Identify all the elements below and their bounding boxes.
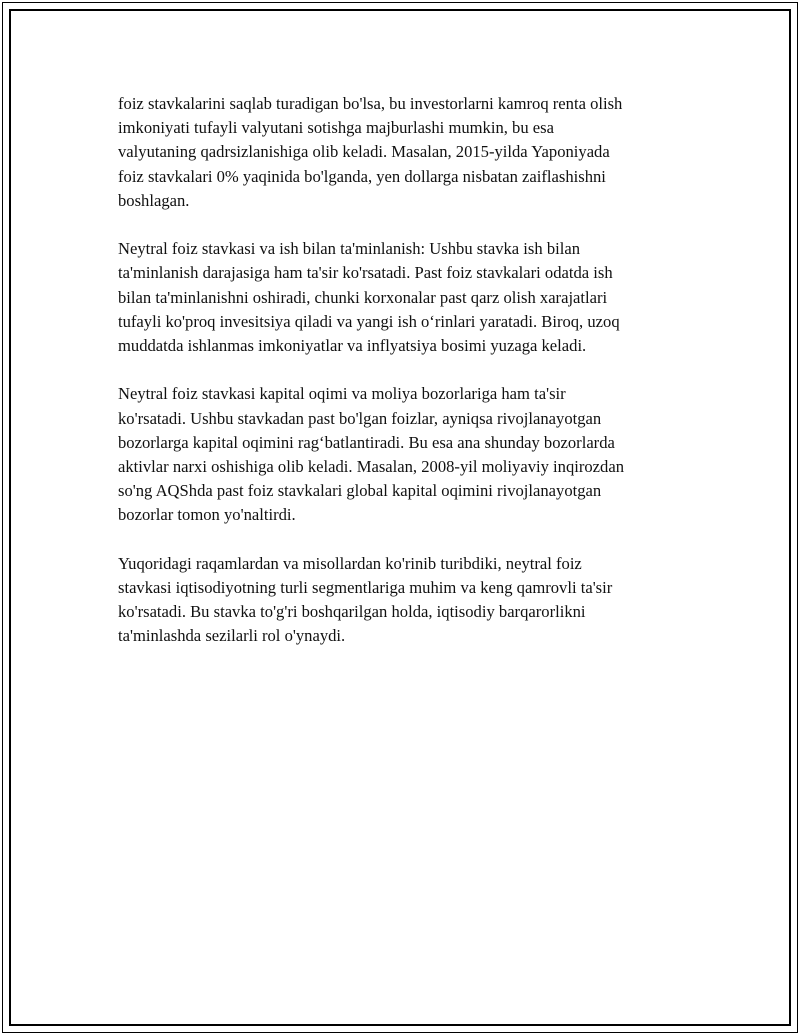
text-line: stavkasi iqtisodiyotning turli segmentlariga muhim va keng qamrovli ta'sir [118,578,613,598]
text-line: ko'rsatadi. Bu stavka to'g'ri boshqarilgan holda, iqtisodiy barqarorlikni [118,602,586,622]
text-line: ko'rsatadi. Ushbu stavkadan past bo'lgan foizlar, ayniqsa rivojlanayotgan [118,408,602,428]
paragraph-capital-flows [118,382,693,527]
paragraph-employment [118,237,693,358]
text-line: aktivlar narxi oshishiga olib keladi. Masalan, 2008-yil moliyaviy inqirozdan [118,457,625,477]
text-line: muddatda ishlanmas imkoniyatlar va inflyatsiya bosimi yuzaga keladi. [118,336,587,356]
text-line: bozorlar tomon yo'naltirdi. [118,505,296,525]
text-line: boshlagan. [118,190,190,210]
text-line: foiz stavkalarini saqlab turadigan bo'lsa, bu investorlarni kamroq renta olish [118,94,623,113]
paragraph-currency [118,92,693,213]
text-line: Neytral foiz stavkasi va ish bilan ta'minlanish: Ushbu stavka ish bilan [118,239,580,259]
text-line: tufayli ko'proq invesitsiya qiladi va yangi ish o‘rinlari yaratadi. Biroq, uzoq [118,311,620,331]
text-line: bozorlarga kapital oqimini rag‘batlantiradi. Bu esa ana shunday bozorlarda [118,432,615,452]
text-line: valyutaning qadrsizlanishiga olib keladi. Masalan, 2015-yilda Yaponiyada [118,142,610,162]
text-line: Yuqoridagi raqamlardan va misollardan ko'rinib turibdiki, neytral foiz [118,553,582,573]
text-line: imkoniyati tufayli valyutani sotishga majburlashi mumkin, bu esa [118,118,554,138]
text-line: ta'minlashda sezilarli rol o'ynaydi. [118,626,346,646]
text-line: ta'minlanish darajasiga ham ta'sir ko'rsatadi. Past foiz stavkalari odatda ish [118,263,613,283]
text-line: Neytral foiz stavkasi kapital oqimi va moliya bozorlariga ham ta'sir [118,384,566,404]
document-body [118,92,693,673]
text-line: so'ng AQShda past foiz stavkalari global kapital oqimini rivojlanayotgan [118,481,602,501]
text-line: foiz stavkalari 0% yaqinida bo'lganda, yen dollarga nisbatan zaiflashishni [118,166,606,186]
text-line: bilan ta'minlanishni oshiradi, chunki korxonalar past qarz olish xarajatlari [118,287,608,307]
paragraph-conclusion [118,552,693,649]
